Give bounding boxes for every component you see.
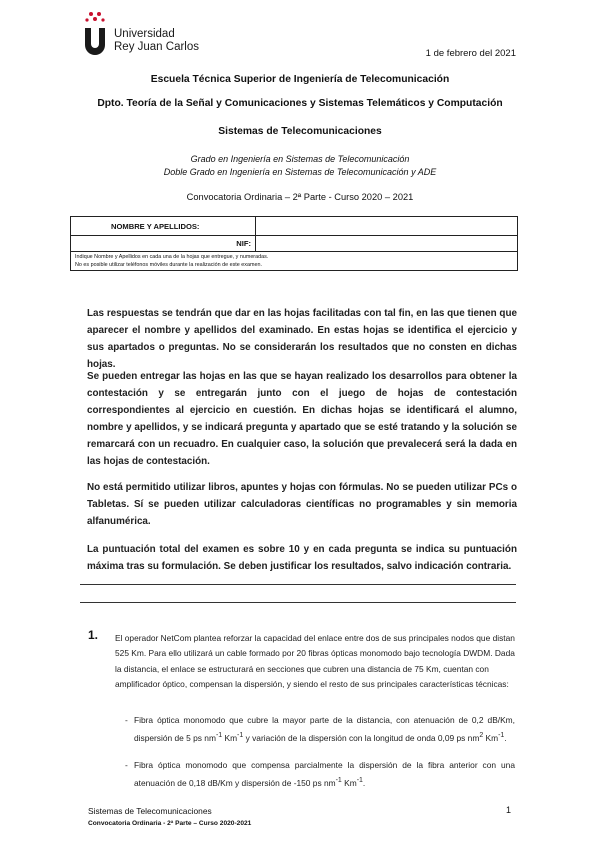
divider-line <box>80 584 516 585</box>
question-bullet-item <box>125 758 515 791</box>
instruction-paragraph: Se pueden entregar las hojas en las que se hayan realizado los desarrollos para obtener la contestación y se entregarán junto con el juego de hojas de contestación correspondientes al ejercicio en cuestión. En dichas hojas se identificará el alumno, nombre y apellidos, y se indicará pregunta y apartado que se esté tratando y la solución se remarcará con un recuadro. En cualquier caso, la solución que prevalecerá será la dada en las hojas de contestación. <box>87 371 517 467</box>
school-heading: Escuela Técnica Superior de Ingeniería de Telecomunicación <box>150 74 450 85</box>
id-box-notes <box>71 252 518 271</box>
bullet-text: Km <box>222 733 238 744</box>
bullet-dash: - <box>125 760 128 770</box>
name-label: NOMBRE Y APELLIDOS: <box>71 217 256 236</box>
student-id-box <box>70 216 518 271</box>
id-note-1: Indique Nombre y Apellidos en cada una de la hojas que entregue, y numeradas. <box>75 254 269 260</box>
instruction-paragraph: No está permitido utilizar libros, apuntes y hojas con fórmulas. No se pueden utilizar PCs o Tabletas. Sí se pueden utilizar calculadoras científicas no programables y sin memoria alfanumérica. <box>87 482 517 527</box>
superscript: -1 <box>356 777 363 785</box>
degree-line-2: Doble Grado en Ingeniería en Sistemas de Telecomunicación y ADE <box>163 167 437 177</box>
superscript: -1 <box>215 732 223 740</box>
question-bullet-item <box>125 713 515 746</box>
bullet-dash: - <box>125 715 128 725</box>
footer-call: Convocatoria Ordinaria - 2ª Parte – Curso 2020-2021 <box>88 820 252 827</box>
instruction-paragraph: Las respuestas se tendrán que dar en las hojas facilitadas con tal fin, en las que tienen que aparecer el nombre y apellidos del examinado. En estas hojas se identifica el ejercicio y sus apartados o preguntas. No se considerarán los resultados que no consten en dichas hojas. <box>87 308 517 370</box>
name-field[interactable] <box>256 217 518 236</box>
superscript: 2 <box>479 732 484 740</box>
bullet-text: y variación de la dispersión con la longitud de onda 0,09 ps nm <box>243 733 480 744</box>
nif-label: NIF: <box>71 236 256 252</box>
bullet-text: . <box>504 733 507 744</box>
divider-line <box>80 602 516 603</box>
bullet-text: . <box>362 778 366 789</box>
bullet-text: Km <box>483 733 499 744</box>
footer-course: Sistemas de Telecomunicaciones <box>88 806 212 816</box>
superscript: -1 <box>237 732 244 740</box>
exam-date: 1 de febrero del 2021 <box>425 48 516 59</box>
nif-field[interactable] <box>256 236 518 252</box>
id-note-2: No es posible utilizar teléfonos móviles durante la realización de este examen. <box>75 262 262 268</box>
superscript: -1 <box>498 732 505 740</box>
course-heading: Sistemas de Telecomunicaciones <box>218 126 382 137</box>
bullet-text: Fibra óptica monomodo que cubre la mayor parte de la distancia, con atenuación de 0,2 dB/Km, dispersión de 5 ps nm <box>134 715 515 744</box>
university-crest-icon <box>82 10 108 56</box>
page-number: 1 <box>506 805 512 815</box>
exam-call: Convocatoria Ordinaria – 2ª Parte - Curso 2020 – 2021 <box>186 192 414 202</box>
superscript: -1 <box>335 777 342 785</box>
department-heading: Dpto. Teoría de la Señal y Comunicaciones y Sistemas Telemáticos y Computación <box>97 98 503 109</box>
bullet-text: Fibra óptica monomodo que compensa parcialmente la dispersión de la fibra anterior con una atenuación de 0,18 dB/Km y dispersión de -150 ps nm <box>134 760 515 789</box>
university-line2: Rey Juan Carlos <box>114 41 200 53</box>
instruction-paragraph: La puntuación total del examen es sobre 10 y en cada pregunta se indica su puntuación máxima tras su formulación. Se deben justificar los resultados, salvo indicación contraria. <box>87 544 517 572</box>
university-logo <box>82 10 202 56</box>
degree-line-1: Grado en Ingeniería en Sistemas de Telecomunicación <box>190 154 410 164</box>
bullet-text: Km <box>341 778 357 789</box>
question-text: El operador NetCom plantea reforzar la capacidad del enlace entre dos de sus principales nodos que distan 525 Km. Para ello utilizará un cable formado por 20 fibras ópticas monomodo bajo tecnología DWDM. Dada la distancia, el enlace se estructurará en secciones que cubren una distancia de 75 Km, cuentan con amplificador óptico, compensan la dispersión, y siendo el resto de sus principales características técnicas: <box>115 633 515 689</box>
university-line1: Universidad <box>114 28 175 40</box>
question-number: 1. <box>88 628 99 642</box>
university-name <box>114 28 199 54</box>
